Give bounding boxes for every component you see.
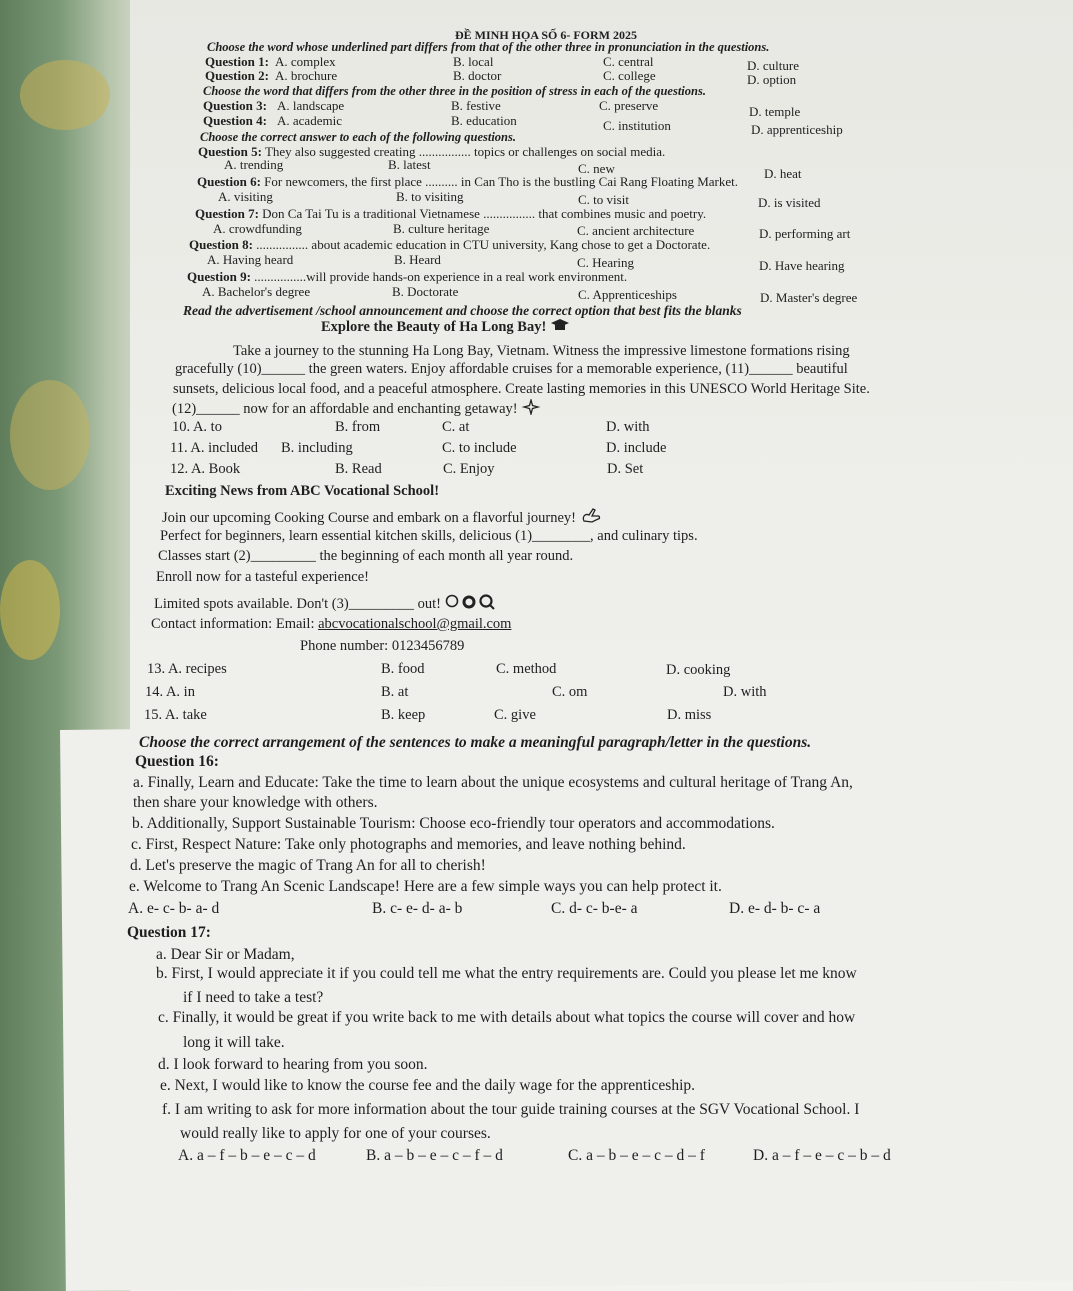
option-b: B. Doctorate [392, 284, 459, 299]
question-4 [203, 113, 863, 137]
option-a: 13. A. recipes [147, 661, 227, 677]
question-label: Question 9: [187, 269, 251, 284]
option-a: A. brochure [275, 68, 338, 83]
option-b: B. keep [381, 707, 426, 723]
email-link[interactable]: abcvocationalschool@gmail.com [318, 616, 512, 632]
hand-icon [580, 507, 602, 530]
option-a: 11. A. included [170, 440, 259, 456]
option-a: A. Bachelor's degree [202, 284, 311, 299]
question-8 [189, 237, 710, 252]
question-label: Question 8: [189, 237, 253, 252]
option-a: A. academic [277, 113, 342, 128]
option-d: D. Have hearing [759, 258, 845, 273]
question-text: For newcomers, the first place .......... in Can Tho is the bustling Cai Rang Floating Market. [264, 174, 738, 189]
question-text: ................will provide hands-on experience in a real work environment. [254, 269, 628, 284]
advert-instruction: Read the advertisement /school announcement and choose the correct option that best fits the blanks [183, 303, 742, 318]
decoration-circle [0, 560, 60, 660]
option-b: B. local [453, 54, 494, 69]
question-text: Don Ca Tai Tu is a traditional Vietnamese ................ that combines music and poetry. [262, 206, 707, 221]
advert-line-text: (12)______ now for an affordable and enchanting getaway! [172, 400, 518, 417]
option-c: C. to visit [578, 192, 629, 207]
question-6 [197, 174, 738, 189]
sparkle-icon [521, 399, 541, 420]
option-b: B. festive [451, 98, 501, 113]
advert-paragraph-line [172, 399, 541, 420]
school-line [154, 593, 495, 616]
q17-sentence-b-cont: if I need to take a test? [183, 989, 324, 1006]
option-d: D. culture [747, 58, 799, 73]
option-c: C. Enjoy [443, 461, 495, 477]
question-label: Question 3: [203, 98, 267, 113]
option-d: D. apprenticeship [751, 122, 843, 137]
option-d: D. e- d- b- c- a [729, 900, 821, 917]
face-icons [445, 593, 495, 616]
option-a: 15. A. take [144, 707, 207, 723]
option-b: B. to visiting [396, 189, 464, 204]
option-d: D. a – f – e – c – b – d [753, 1147, 891, 1164]
advert-paragraph-line: sunsets, delicious local food, and a peaceful atmosphere. Create lasting memories in this UNESCO World Heritage Site. [173, 381, 870, 397]
option-c: C. institution [603, 118, 671, 133]
school-line: Classes start (2)_________ the beginning of each month all year round. [158, 548, 574, 564]
option-d: D. heat [764, 166, 802, 181]
option-b: B. including [281, 440, 353, 456]
option-c: C. ancient architecture [577, 223, 695, 238]
option-d: D. performing art [759, 226, 851, 241]
option-b: B. doctor [453, 68, 502, 83]
option-d: D. Set [607, 461, 644, 477]
option-c: C. Hearing [577, 255, 635, 270]
q16-sentence-e: e. Welcome to Trang An Scenic Landscape! Here are a few simple ways you can help protect it. [129, 878, 722, 895]
option-b: B. a – b – e – c – f – d [366, 1147, 503, 1164]
q17-sentence-d: d. I look forward to hearing from you soon. [158, 1056, 428, 1073]
option-b: B. at [381, 684, 409, 700]
option-b: B. from [335, 419, 381, 435]
school-line-text: Join our upcoming Cooking Course and embark on a flavorful journey! [162, 509, 576, 526]
option-a: 14. A. in [145, 684, 195, 700]
option-d: D. cooking [666, 662, 731, 678]
question-7 [195, 206, 706, 221]
option-a: 12. A. Book [170, 461, 241, 477]
advert-title-text: Explore the Beauty of Ha Long Bay! [321, 318, 547, 335]
school-contact [151, 616, 511, 633]
option-a: A. a – f – b – e – c – d [178, 1147, 316, 1164]
option-b: B. c- e- d- a- b [372, 900, 463, 917]
option-a: A. complex [275, 54, 336, 69]
school-phone: Phone number: 0123456789 [300, 638, 465, 654]
option-d: D. miss [667, 707, 712, 723]
option-a: A. crowdfunding [213, 221, 302, 236]
q16-sentence-a-cont: then share your knowledge with others. [133, 794, 378, 811]
advert-paragraph-line: gracefully (10)______ the green waters. Enjoy affordable cruises for a memorable experience, (11)______ beautiful [175, 361, 848, 377]
option-b: B. food [381, 661, 425, 677]
graduation-cap-icon [550, 318, 570, 337]
option-d: D. with [723, 684, 767, 700]
option-a: A. e- c- b- a- d [128, 900, 220, 917]
question-17-label: Question 17: [127, 924, 211, 941]
q17-sentence-f-cont: would really like to apply for one of your courses. [180, 1125, 491, 1142]
question-label: Question 4: [203, 113, 267, 128]
option-b: B. Read [335, 461, 382, 477]
option-c: C. central [603, 54, 654, 69]
grammar-instruction: Choose the correct answer to each of the following questions. [200, 130, 516, 144]
advert-paragraph-line: Take a journey to the stunning Ha Long Bay, Vietnam. Witness the impressive limestone formations rising [233, 343, 850, 359]
q16-sentence-c: c. First, Respect Nature: Take only photographs and memories, and leave nothing behind. [131, 836, 686, 853]
option-c: C. d- c- b-e- a [551, 900, 638, 917]
question-text: ................ about academic education in CTU university, Kang chose to get a Doctorate. [256, 237, 711, 252]
option-d: D. include [606, 440, 667, 456]
option-d: D. with [606, 419, 650, 435]
school-title: Exciting News from ABC Vocational School! [165, 483, 440, 499]
question-16-label: Question 16: [135, 753, 219, 770]
arrangement-instruction: Choose the correct arrangement of the sentences to make a meaningful paragraph/letter in the questions. [139, 734, 812, 751]
option-d: D. is visited [758, 195, 821, 210]
option-c: C. method [496, 661, 557, 677]
question-2 [205, 68, 845, 87]
option-c: C. to include [442, 440, 517, 456]
option-b: B. culture heritage [393, 221, 490, 236]
question-9 [187, 269, 627, 284]
stress-instruction: Choose the word that differs from the other three in the position of stress in each of the questions. [203, 84, 706, 98]
q17-sentence-c-cont: long it will take. [183, 1034, 285, 1051]
question-1 [205, 54, 845, 73]
q17-sentence-e: e. Next, I would like to know the course fee and the daily wage for the apprenticeship. [160, 1077, 695, 1094]
q17-sentence-c: c. Finally, it would be great if you write back to me with details about what topics the course will cover and how [158, 1009, 856, 1026]
option-c: C. preserve [599, 98, 659, 113]
page-title: ĐỀ MINH HỌA SỐ 6- FORM 2025 [455, 28, 637, 42]
option-a: A. Having heard [207, 252, 294, 267]
option-c: C. new [578, 161, 615, 176]
option-a: A. visiting [218, 189, 273, 204]
q17-sentence-b: b. First, I would appreciate it if you could tell me what the entry requirements are. Could you please let me know [156, 965, 857, 982]
school-line: Perfect for beginners, learn essential kitchen skills, delicious (1)________, and culinary tips. [160, 528, 698, 544]
q17-sentence-f: f. I am writing to ask for more information about the tour guide training courses at the SGV Vocational School. I [162, 1101, 860, 1118]
option-a: 10. A. to [172, 419, 222, 435]
option-c: C. om [552, 684, 588, 700]
question-label: Question 5: [198, 144, 262, 159]
decoration-circle [10, 380, 90, 490]
school-line-text: Limited spots available. Don't (3)_________ out! [154, 595, 441, 612]
option-c: C. give [494, 707, 536, 723]
question-label: Question 7: [195, 206, 259, 221]
q16-sentence-b: b. Additionally, Support Sustainable Tourism: Choose eco-friendly tour operators and accommodations. [132, 815, 775, 832]
option-b: B. latest [388, 157, 431, 172]
option-d: D. option [747, 72, 797, 87]
question-3 [203, 98, 843, 119]
option-c: C. college [603, 68, 656, 83]
decoration-circle [20, 60, 110, 130]
contact-label: Contact information: Email: [151, 616, 315, 632]
question-text: They also suggested creating ................ topics or challenges on social media. [264, 144, 666, 159]
option-a: A. landscape [277, 98, 345, 113]
option-b: B. Heard [394, 252, 441, 267]
option-c: C. at [442, 419, 470, 435]
option-a: A. trending [224, 157, 284, 172]
question-label: Question 6: [197, 174, 261, 189]
option-b: B. education [451, 113, 517, 128]
option-c: C. a – b – e – c – d – f [568, 1147, 705, 1164]
question-label: Question 2: [205, 68, 269, 83]
option-d: D. temple [749, 104, 801, 119]
q17-sentence-a: a. Dear Sir or Madam, [156, 946, 295, 963]
question-label: Question 1: [205, 54, 269, 69]
q16-sentence-a: a. Finally, Learn and Educate: Take the time to learn about the unique ecosystems and cultural heritage of Trang An, [133, 774, 853, 791]
school-line: Enroll now for a tasteful experience! [156, 569, 369, 585]
advert-title [321, 318, 570, 337]
option-c: C. Apprenticeships [578, 287, 677, 302]
pronunciation-instruction: Choose the word whose underlined part differs from that of the other three in pronunciation in the questions. [207, 40, 770, 54]
school-line [162, 507, 602, 530]
q16-sentence-d: d. Let's preserve the magic of Trang An for all to cherish! [130, 857, 486, 874]
option-d: D. Master's degree [760, 290, 858, 305]
